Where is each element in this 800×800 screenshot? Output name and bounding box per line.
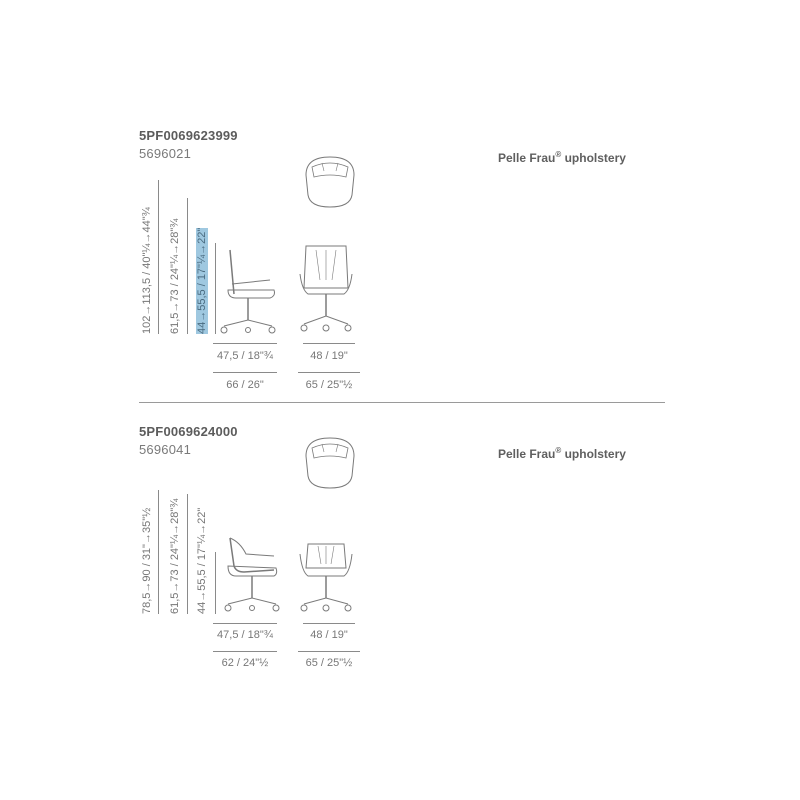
seat-height-label: 44→55,5 / 17"¼→22"	[196, 227, 208, 334]
armrest-height-label: 61,5→73 / 24"¼→28"¾	[169, 498, 181, 614]
depth-label: 62 / 24"½	[221, 657, 269, 669]
seat-depth-label: 47,5 / 18"¾	[217, 629, 273, 641]
seat-width-label: 48 / 19"	[310, 350, 348, 362]
chair-top-view	[300, 155, 360, 210]
seat-height-line	[215, 552, 216, 614]
chair-front-view	[298, 240, 354, 336]
width-line	[298, 372, 360, 373]
chair-front-view	[298, 540, 354, 616]
seat-depth-label: 47,5 / 18"¾	[217, 350, 273, 362]
section-divider	[139, 402, 665, 403]
seat-height-line	[215, 243, 216, 334]
seat-depth-line	[213, 343, 277, 344]
seat-width-line	[303, 623, 355, 624]
width-label: 65 / 25"½	[305, 379, 353, 391]
width-label: 65 / 25"½	[305, 657, 353, 669]
chair-top-view	[300, 436, 360, 491]
depth-label: 66 / 26"	[226, 379, 264, 391]
upholstery-label: Pelle Frau® upholstery	[498, 150, 626, 165]
total-height-line	[158, 490, 159, 614]
armrest-height-label: 61,5→73 / 24"¼→28"¾	[169, 218, 181, 334]
armrest-height-line	[187, 198, 188, 334]
product-subcode: 5696021	[139, 146, 192, 161]
product-code: 5PF0069623999	[139, 128, 238, 143]
product-subcode: 5696041	[139, 442, 192, 457]
depth-line	[213, 372, 277, 373]
total-height-label: 102→113,5 / 40"¼→44"¾	[141, 207, 153, 334]
armrest-height-line	[187, 494, 188, 614]
total-height-label: 78,5→90 / 31"→35"½	[141, 507, 153, 614]
upholstery-label: Pelle Frau® upholstery	[498, 446, 626, 461]
chair-side-view	[218, 244, 278, 336]
seat-depth-line	[213, 623, 277, 624]
seat-width-line	[303, 343, 355, 344]
chair-side-view	[224, 536, 280, 614]
total-height-line	[158, 180, 159, 334]
product-code: 5PF0069624000	[139, 424, 238, 439]
depth-line	[213, 651, 277, 652]
seat-width-label: 48 / 19"	[310, 629, 348, 641]
seat-height-label: 44→55,5 / 17"¼→22"	[196, 507, 208, 614]
width-line	[298, 651, 360, 652]
